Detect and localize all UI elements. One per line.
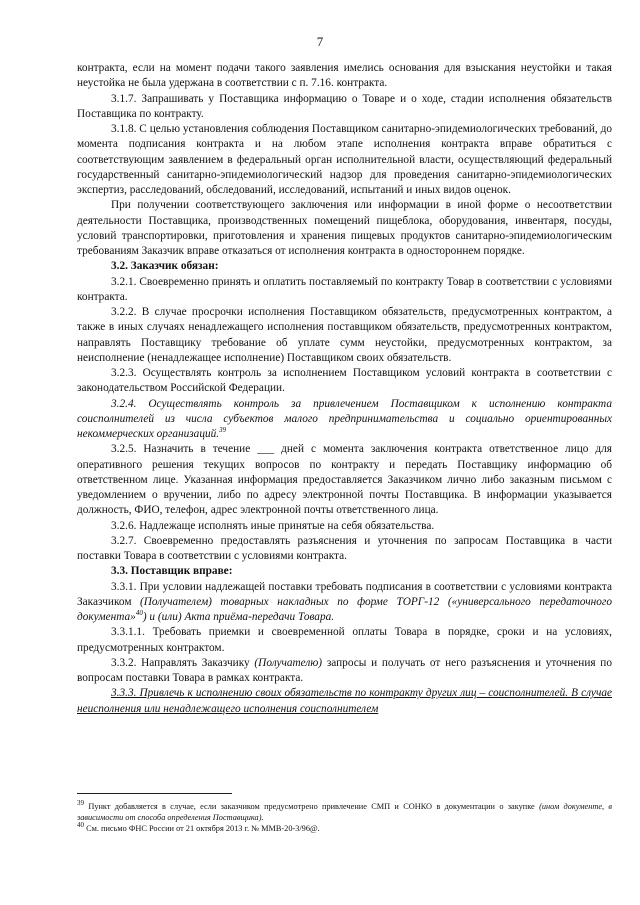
- footnotes: [77, 801, 612, 835]
- clause-3-3-3: 3.3.3. Привлечь к исполнению своих обязательств по контракту других лиц – соисполнителей. В случае неисполнения или ненадлежащего исполнения соисполнителем: [77, 687, 612, 715]
- clause-3-2-7: 3.2.7. Своевременно предоставлять разъяснения и уточнения по запросам Поставщика в части поставки Товара в соответствии с условиями контракта.: [77, 534, 612, 562]
- clause-3-2-4-text: 3.2.4. Осуществлять контроль за привлечением Поставщиком к исполнению контракта соисполнителей из числа субъектов малого предпринимательства и социально ориентированных некоммерческих организаций.: [77, 397, 612, 440]
- footnote-39-text: Пункт добавляется в случае, если заказчиком предусмотрено привлечение СМП и СОНКО в документации о закупке: [88, 802, 535, 811]
- footnote-39-number: 39: [77, 799, 84, 808]
- footnote-39-italic: (ином документе, в зависимости от способа определения Поставщика).: [77, 802, 613, 823]
- page-number: 7: [316, 34, 324, 49]
- clause-3-3-2-part-a: 3.3.2. Направлять Заказчику: [111, 656, 250, 669]
- clause-3-3-1-1: 3.3.1.1. Требовать приемки и своевременной оплаты Товара в порядке, сроки и на условиях, предусмотренных контрактом.: [77, 626, 612, 654]
- clause-3-3-2-part-b: (Получателю): [254, 656, 323, 669]
- footnote-40-text: См. письмо ФНС России от 21 октября 2013 г. № ММВ-20-3/96@.: [86, 824, 320, 834]
- footnote-40: [77, 823, 612, 834]
- clause-3-2-4: [77, 397, 612, 443]
- footnote-ref-39[interactable]: 39: [219, 426, 227, 435]
- clause-3-2-1: 3.2.1. Своевременно принять и оплатить поставляемый по контракту Товар в соответствии с условиями контракта.: [77, 275, 612, 303]
- clause-3-2-2: 3.2.2. В случае просрочки исполнения Поставщиком обязательств, предусмотренных контрактом, а также в иных случаях ненадлежащего исполнения поставщиком обязательств, предусмотренных контрактом, направлять Поставщику требование об уплате сумм неустойки, предусмотренных контрактом, за неисполнение (ненадлежащее исполнение) Поставщиком своих обязательств.: [77, 306, 612, 364]
- clause-3-3-2: [77, 656, 612, 687]
- clause-3-3-1-part-a: 3.3.1. При условии надлежащей поставки требовать подписания в соответствии с условиями контракта Заказчиком: [77, 580, 612, 608]
- footnote-39: [77, 801, 612, 823]
- document-body: [77, 61, 612, 717]
- clause-3-3-2-part-c: запросы и получать от него разъяснения и уточнения по вопросам поставки Товара в рамках контракта.: [77, 656, 612, 684]
- footnote-40-number: 40: [77, 821, 84, 830]
- clause-3-1-8: 3.1.8. С целью установления соблюдения Поставщиком санитарно-эпидемиологических требований, до момента подписания контракта и на любом этапе исполнения контракта вправе обратиться с соответствующим заявлением в федеральный орган исполнительной власти, осуществляющий федеральный государственный санитарно-эпидемиологический надзор для проведения санитарно-эпидемиологических экспертиз, расследований, обследований, исследований, испытаний и иных видов оценок.: [77, 123, 612, 196]
- clause-3-2-3: 3.2.3. Осуществлять контроль за исполнением Поставщиком условий контракта в соответствии с законодательством Российской Федерации.: [77, 367, 612, 395]
- footnote-ref-40[interactable]: 40: [135, 609, 143, 618]
- clause-3-1-7: 3.1.7. Запрашивать у Поставщика информацию о Товаре и о ходе, стадии исполнения обязательств Поставщика по контракту.: [77, 92, 612, 120]
- clause-3-2-6: 3.2.6. Надлежаще исполнять иные принятые на себя обязательства.: [111, 519, 435, 532]
- section-heading-3-3: 3.3. Поставщик вправе:: [111, 565, 233, 578]
- clause-3-3-1-part-c: товарных накладных по форме ТОРГ-12 («универсального передаточного документа»: [77, 595, 612, 623]
- paragraph-conclusion: При получении соответствующего заключения или информации в иной форме о несоответствии деятельности Поставщика, производственных помещений пищеблока, оборудования, инвентаря, посуды, условий транспортировки, приготовления и хранения пищевых продуктов санитарно-эпидемиологическим требованиям Заказчик вправе отказаться от исполнения контракта в одностороннем порядке.: [77, 199, 612, 257]
- clause-3-3-1: 3.3.1. При условии надлежащей поставки требовать подписания в соответствии с условиями контракта Заказчиком (Получателем) товарных накладных по форме ТОРГ-12 («универсального передаточного документа»$^{40}$) и (или) Акта приёма-передачи Товара.: [77, 580, 612, 623]
- footnote-divider: [77, 793, 232, 794]
- paragraph-continuation: контракта, если на момент подачи такого заявления имелись основания для взыскания неустойки и такая неустойка не была удержана в соответствии с п. 7.16. контракта.: [77, 62, 612, 90]
- clause-3-3-1-part-d: и (или) Акта приёма-передачи Товара.: [149, 611, 335, 623]
- clause-3-2-5: 3.2.5. Назначить в течение ___ дней с момента заключения контракта ответственное лицо для оперативного решения текущих вопросов по контракту и передать Поставщику информацию об ответственном лице. Указанная информация предоставляется Заказчиком лично либо заказным письмом с уведомлением о вручении, либо по адресу электронной почты Поставщика. В информации указывается должность, ФИО, телефон, адрес электронной почты ответственного лица.: [77, 443, 612, 517]
- clause-3-3-1-part-b: (Получателем): [140, 595, 212, 608]
- section-heading-3-2: 3.2. Заказчик обязан:: [111, 260, 219, 273]
